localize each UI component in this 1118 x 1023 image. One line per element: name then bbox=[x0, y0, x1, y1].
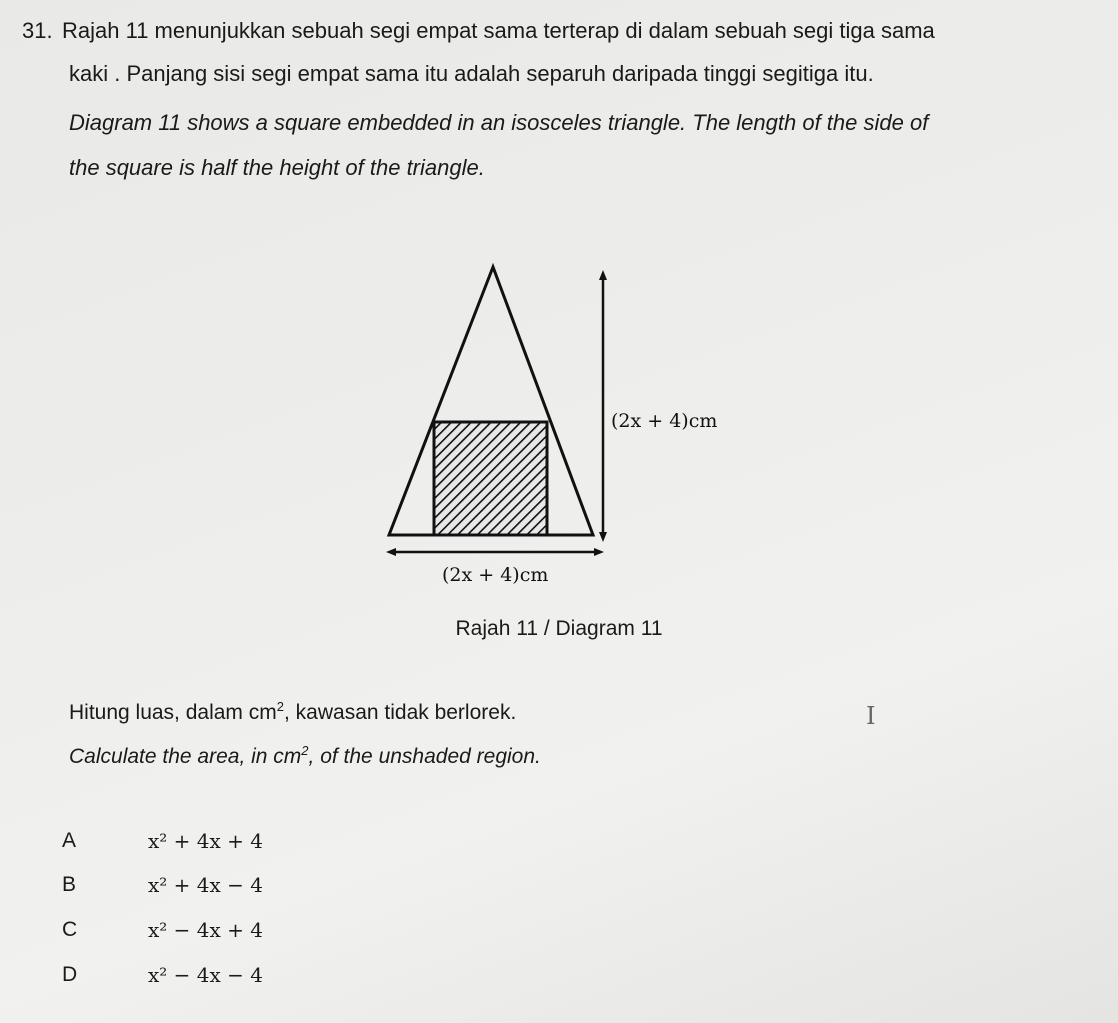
question-malay-line-2: kaki . Panjang sisi segi empat sama itu adalah separuh daripada tinggi segitiga itu. bbox=[69, 61, 874, 86]
instruction-english-suffix: , of the unshaded region. bbox=[308, 745, 541, 768]
diagram-11 bbox=[370, 255, 750, 600]
option-d[interactable] bbox=[62, 963, 462, 993]
question-malay-line-1: Rajah 11 menunjukkan sebuah segi empat sama terterap di dalam sebuah segi tiga sama bbox=[62, 18, 935, 43]
instruction-english-unit: cm bbox=[273, 745, 302, 768]
instruction-malay bbox=[69, 701, 516, 725]
instruction-malay-exponent: 2 bbox=[276, 699, 284, 714]
question-number: 31. bbox=[22, 18, 53, 43]
question-english-line-1: Diagram 11 shows a square embedded in an isosceles triangle. The length of the side of bbox=[69, 110, 929, 135]
diagram-caption: Rajah 11 / Diagram 11 bbox=[455, 617, 663, 640]
instruction-malay-prefix: Hitung luas, dalam bbox=[69, 701, 249, 724]
instruction-english-prefix: Calculate the area, in bbox=[69, 745, 274, 768]
instruction-malay-unit: cm bbox=[248, 701, 277, 724]
option-letter: A bbox=[62, 829, 77, 852]
instruction-english-exponent: 2 bbox=[301, 743, 309, 758]
instruction-malay-suffix: , kawasan tidak berlorek. bbox=[284, 701, 517, 724]
option-expression: x² − 4x + 4 bbox=[148, 918, 263, 942]
option-letter: C bbox=[62, 918, 78, 941]
instruction-english bbox=[69, 745, 541, 769]
option-a[interactable] bbox=[62, 829, 462, 859]
base-label: (2x + 4)cm bbox=[442, 564, 549, 586]
text-cursor-icon: I bbox=[866, 702, 876, 730]
option-expression: x² − 4x − 4 bbox=[148, 963, 263, 987]
question-english-line-2: the square is half the height of the triangle. bbox=[69, 155, 485, 180]
option-c[interactable] bbox=[62, 918, 462, 948]
option-letter: D bbox=[62, 963, 78, 986]
option-expression: x² + 4x − 4 bbox=[148, 873, 263, 897]
option-letter: B bbox=[62, 873, 77, 896]
shaded-square bbox=[434, 422, 547, 535]
height-label: (2x + 4)cm bbox=[611, 410, 718, 432]
option-b[interactable] bbox=[62, 873, 462, 903]
option-expression: x² + 4x + 4 bbox=[148, 829, 263, 853]
